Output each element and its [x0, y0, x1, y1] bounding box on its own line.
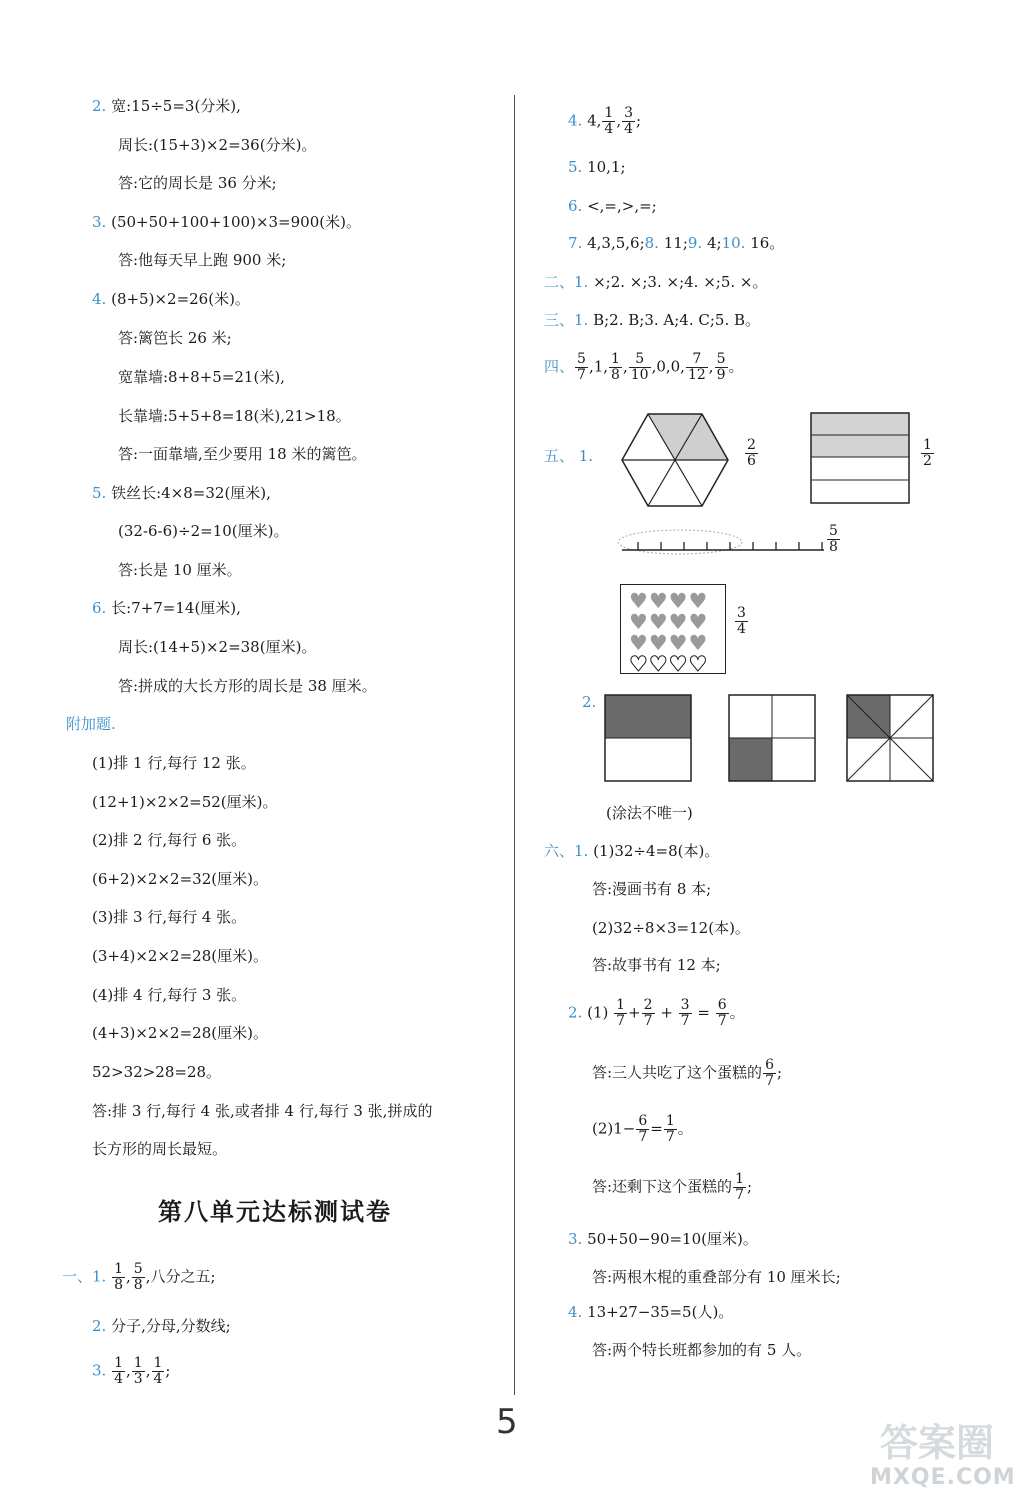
- section-title: 第八单元达标测试卷: [158, 1198, 392, 1226]
- left-line-2: 周长:(15+3)×2=36(分米)。: [118, 136, 317, 154]
- right-section-2: 二、1. ×;2. ×;3. ×;4. ×;5. ×。: [544, 273, 768, 291]
- s6-line-2: 答:漫画书有 8 本;: [592, 880, 712, 898]
- note: (涂法不唯一): [606, 804, 693, 822]
- extra-line-9: 52>32>28=28。: [92, 1063, 222, 1081]
- watermark-site: MXQE.COM: [870, 1465, 1016, 1490]
- hearts-figure: ♥♥♥♥ ♥♥♥♥ ♥♥♥♥ ♥♥♥♥: [620, 584, 726, 674]
- q62-part2: (2)1− $\frac{6}{7}$ = $\frac{1}{7}$ 。: [592, 1113, 693, 1145]
- q63: 3. 50+50−90=10(厘米)。: [568, 1230, 758, 1248]
- square-eighths-figure: [846, 694, 934, 782]
- left-line-14: 6. 长:7+7=14(厘米),: [92, 599, 241, 617]
- extra-line-6: (3+4)×2×2=28(厘米)。: [92, 947, 268, 965]
- s6-line-4: 答:故事书有 12 本;: [592, 956, 721, 974]
- rectangle-halves-figure: [810, 412, 910, 504]
- right-q6: 6. <,=,>,=;: [568, 197, 657, 215]
- extra-line-7: (4)排 4 行,每行 3 张。: [92, 986, 247, 1004]
- fraction: $\frac{1}{4}$: [114, 1355, 124, 1387]
- hexagon-figure: [620, 412, 730, 508]
- extra-heading: 附加题.: [66, 715, 116, 733]
- fraction: $\frac{5}{9}$: [716, 351, 726, 383]
- left-line-15: 周长:(14+5)×2=38(厘米)。: [118, 638, 317, 656]
- left-line-12: (32-6-6)÷2=10(厘米)。: [118, 522, 289, 540]
- unit-q3: 3. $\frac{1}{4}$ , $\frac{1}{3}$ , $\frac{1}{4}$ ;: [92, 1355, 171, 1387]
- number-line-figure: [618, 528, 828, 560]
- q63-answer: 答:两根木棍的重叠部分有 10 厘米长;: [592, 1268, 841, 1286]
- q62-answer: 答:三人共吃了这个蛋糕的 $\frac{6}{7}$ ;: [592, 1057, 783, 1089]
- left-line-10: 答:一面靠墙,至少要用 18 米的篱笆。: [118, 445, 367, 463]
- frac-3-4: $\frac{3}{4}$: [737, 605, 746, 637]
- fraction: $\frac{5}{8}$: [133, 1261, 143, 1293]
- left-line-6: 4. (8+5)×2=26(米)。: [92, 290, 250, 308]
- extra-line-3: (2)排 2 行,每行 6 张。: [92, 831, 247, 849]
- frac-2-6: $\frac{2}{6}$: [747, 437, 756, 469]
- column-divider: [514, 95, 515, 1395]
- right-section-5: 五、 1.: [544, 447, 594, 465]
- square-quarter-shaded-figure: [728, 694, 816, 782]
- fraction: $\frac{1}{8}$: [611, 351, 620, 383]
- fraction: $\frac{1}{4}$: [604, 105, 614, 137]
- frac-5-8: $\frac{5}{8}$: [829, 523, 838, 555]
- left-line-11: 5. 铁丝长:4×8=32(厘米),: [92, 484, 271, 502]
- extra-line-5: (3)排 3 行,每行 4 张。: [92, 908, 247, 926]
- fraction: $\frac{1}{3}$: [133, 1355, 143, 1387]
- extra-line-2: (12+1)×2×2=52(厘米)。: [92, 793, 278, 811]
- left-line-3: 答:它的周长是 36 分米;: [118, 174, 277, 192]
- q64: 4. 13+27−35=5(人)。: [568, 1303, 734, 1321]
- left-line-7: 答:篱笆长 26 米;: [118, 329, 232, 347]
- left-line-13: 答:长是 10 厘米。: [118, 561, 242, 579]
- extra-line-11: 长方形的周长最短。: [92, 1140, 228, 1158]
- right-q5: 5. 10,1;: [568, 158, 626, 176]
- left-line-16: 答:拼成的大长方形的周长是 38 厘米。: [118, 677, 377, 695]
- left-line-1: 2. 宽:15÷5=3(分米),: [92, 97, 241, 115]
- q64-answer: 答:两个特长班都参加的有 5 人。: [592, 1341, 812, 1359]
- extra-line-10: 答:排 3 行,每行 4 张,或者排 4 行,每行 3 张,拼成的: [92, 1102, 433, 1120]
- left-line-8: 宽靠墙:8+8+5=21(米),: [118, 368, 285, 386]
- right-section-4: 四、 $\frac{5}{7}$ ,1, $\frac{1}{8}$ , $\frac{5}{10}$ ,0,0, $\frac{7}{12}$ , $\frac{5}{9}$ 。: [544, 351, 744, 383]
- rect-half-shaded-figure: [604, 694, 692, 782]
- fraction: $\frac{1}{8}$: [114, 1261, 124, 1293]
- fraction: $\frac{5}{7}$: [577, 351, 586, 383]
- s6-line-3: (2)32÷8×3=12(本)。: [592, 919, 750, 937]
- q62-answer-2: 答:还剩下这个蛋糕的 $\frac{1}{7}$ ;: [592, 1171, 753, 1203]
- handwritten-page-mark: 5: [496, 1402, 518, 1442]
- unit-q1: 一、1. $\frac{1}{8}$ , $\frac{5}{8}$ ,八分之五;: [62, 1261, 216, 1293]
- right-q7: 7. 4,3,5,6;8. 11;9. 4;10. 16。: [568, 234, 785, 252]
- frac-1-2: $\frac{1}{2}$: [923, 437, 932, 469]
- unit-q2: 2. 分子,分母,分数线;: [92, 1317, 231, 1335]
- extra-line-4: (6+2)×2×2=32(厘米)。: [92, 870, 268, 888]
- watermark-logo: 答案圈: [880, 1421, 995, 1465]
- left-line-9: 长靠墙:5+5+8=18(米),21>18。: [118, 407, 351, 425]
- fraction: $\frac{1}{4}$: [153, 1355, 163, 1387]
- fraction: $\frac{7}{12}$: [687, 351, 706, 383]
- right-section-3: 三、1. B;2. B;3. A;4. C;5. B。: [544, 311, 761, 329]
- q2-label: 2.: [582, 693, 597, 711]
- left-line-5: 答:他每天早上跑 900 米;: [118, 251, 287, 269]
- right-q4: 4. 4, $\frac{1}{4}$ , $\frac{3}{4}$ ;: [568, 105, 642, 137]
- right-section-6: 六、1. (1)32÷4=8(本)。: [544, 842, 720, 860]
- q62: 2. (1) $\frac{1}{7}$ + $\frac{2}{7}$ + $\frac{3}{7}$ = $\frac{6}{7}$ 。: [568, 997, 745, 1029]
- extra-line-8: (4+3)×2×2=28(厘米)。: [92, 1024, 268, 1042]
- extra-line-1: (1)排 1 行,每行 12 张。: [92, 754, 256, 772]
- fraction: $\frac{5}{10}$: [630, 351, 649, 383]
- left-line-4: 3. (50+50+100+100)×3=900(米)。: [92, 213, 361, 231]
- fraction: $\frac{3}{4}$: [624, 105, 634, 137]
